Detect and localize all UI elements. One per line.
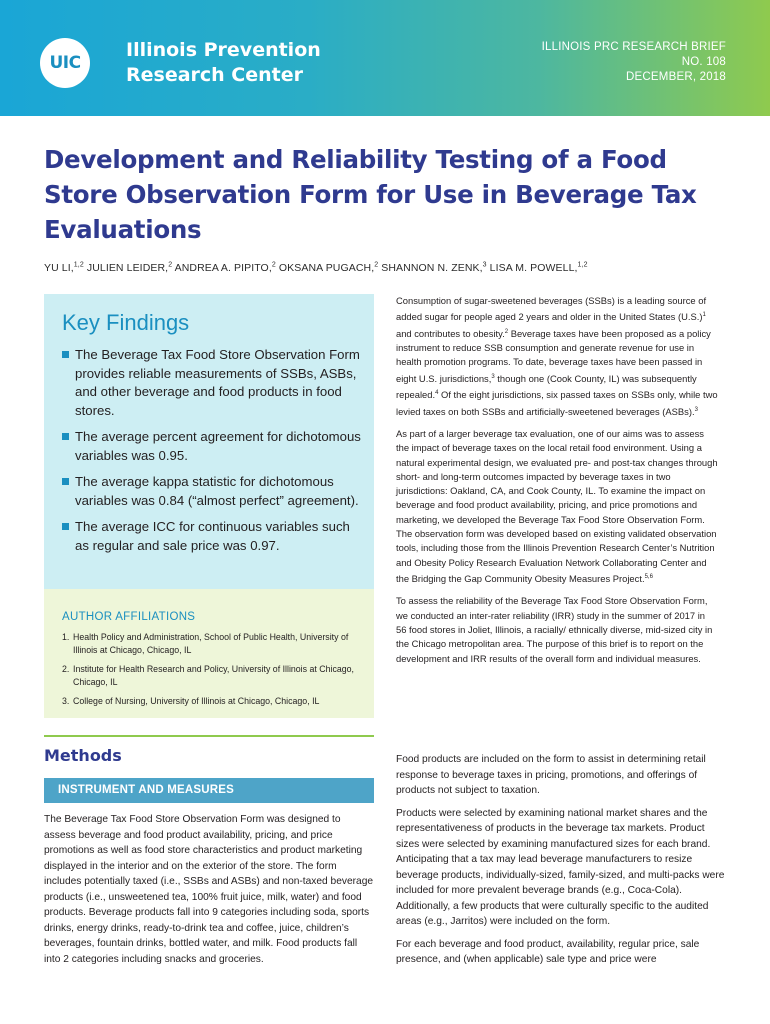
author-affiliations-box [44,589,374,718]
organization-name [126,38,321,88]
methods-paragraph: The Beverage Tax Food Store Observation Form was designed to assess beverage and food product availability, pricing, and price promotions as well as food store characteristics and product marketing displayed in the interior and on the exterior of the store. The form includes potentially taxed (i.e., SSBs and ASBs) and non-taxed beverage products (i.e., unsweetened tea, 100% fruit juice, milk, water) and food products. Beverage products fall into 9 categories including soda, sports drinks, energy drinks, ready-to-drink tea and coffee, juice, children’s beverages, fountain drinks, bottled water, and milk. Food products fall into 2 categories including snacks and groceries. [44,814,374,965]
affiliations-list [62,631,367,715]
author: OKSANA PUGACH,$^2$ [278,261,379,274]
instrument-subheading-band [44,778,374,803]
author: LISA M. POWELL,$^{1,2}$ [489,261,588,274]
square-bullet-icon [62,433,69,440]
key-finding-item: The Beverage Tax Food Store Observation Form provides reliable measurements of SSBs, ASBs, and other beverage and food products in food stores. [62,346,362,420]
methods-paragraph-3: Products were selected by examining national market shares and the representativeness of products in the beverage tax markets. Product sizes were selected by examining manufactured sizes for each brand. Anticipating that a tax may lead beverage manufacturers to resize beverage products, individually-sized, family-sized, and multi-packs were included for more prevalent beverage brands (e.g., Coca-Cola). Additionally, a few products that were culturally specific to the audited areas (e.g., Jarritos) were included on the form. [396,807,725,927]
key-finding-item: The average kappa statistic for dichotomous variables was 0.84 (“almost perfect” agreement). [62,473,362,510]
author: SHANNON N. ZENK,$^3$ [381,261,487,274]
key-finding-item: The average percent agreement for dichotomous variables was 0.95. [62,428,362,465]
square-bullet-icon [62,478,69,485]
intro-paragraph-1: Consumption of sugar-sweetened beverages (SSBs) is a leading source of added sugar for people aged 2 years and older in the United States $(U.S.)^1$ and contributes to obesity.$^2$ Beverage taxes have been proposed as a policy instrument to reduce SSB consumption and generate revenue for use in health promotion programs. To date, beverage taxes have been passed in eight U.S. jurisdictions,$^3$ though one (Cook County, IL) was subsequently repealed.$^4$ Of the eight jurisdictions, six passed taxes on SSBs only, while two levied taxes on both SSBs and artificially-sweetened beverages (ASBs).$^3$ [396,295,718,417]
methods-continued-column [396,752,726,975]
intro-paragraph-3: To assess the reliability of the Beverage Tax Food Store Observation Form, we conducted an inter-rater reliability (IRR) study in the summer of 2017 in 56 food stores in Joliet, Illinois, a racially/ ethnically diverse, mid-sized city in the Chicago metropolitan area. The purpose of this brief is to report on the development and IRR results of the overall form and individual measures. [396,595,713,664]
methods-heading: Methods [44,746,122,765]
affiliations-title: AUTHOR AFFILIATIONS [62,611,196,623]
affiliation-item: 2. Institute for Health Research and Policy, University of Illinois at Chicago, Chicago, IL [62,664,354,687]
org-name-line1: Illinois Prevention [126,39,321,61]
header-banner [0,0,770,116]
brief-number: NO. 108 [681,56,726,68]
author-line [44,261,744,274]
brief-meta [542,40,726,85]
square-bullet-icon [62,523,69,530]
author: ANDREA A. PIPITO,$^2$ [174,261,276,274]
key-findings-title: Key Findings [62,310,190,335]
author: JULIEN LEIDER,$^2$ [86,261,173,274]
document-title: Development and Reliability Testing of a Food Store Observation Form for Use in Beverage Tax Evaluations [44,145,697,244]
affiliation-item: 3. College of Nursing, University of Illinois at Chicago, Chicago, IL [62,696,320,706]
methods-paragraph-2: Food products are included on the form to assist in determining retail response to beverage taxes in pricing, promotions, and offerings of products not subject to taxation. [396,754,706,796]
affiliation-item: 1. Health Policy and Administration, School of Public Health, University of Illinois at Chicago, Chicago, IL [62,632,349,655]
org-name-line2: Research Center [126,64,304,86]
author: YU LI,$^{1,2}$ [44,261,84,274]
key-finding-item: The average ICC for continuous variables such as regular and sale price was 0.97. [62,518,362,555]
brief-date: DECEMBER, 2018 [626,71,726,83]
square-bullet-icon [62,351,69,358]
brief-series: ILLINOIS PRC RESEARCH BRIEF [541,41,726,53]
logo-text: UIC [49,53,81,73]
uic-logo [40,38,90,88]
methods-divider [44,735,374,737]
intro-paragraph-2: As part of a larger beverage tax evaluation, one of our aims was to assess the impact of beverage taxes on the local retail food environment. Using a natural experimental design, we evaluated pre- and post-tax changes through short- and long-term outcomes impacted by beverage taxes in two jurisdictions: Oakland, CA, and Cook County, IL. To examine the impact on beverage and food product availability, pricing, and price promotions and marketing, we developed the Beverage Tax Food Store Observation Form. The observation form was developed based on existing validated observation tools, including those from the Illinois Prevention Research Center’s Nutrition and Obesity Policy Research Evaluation Network Collaborating Center and the Bridging the Gap Community Obesity Measures Project.$^{5,6}$ [396,428,718,585]
key-findings-box [44,294,374,589]
instrument-subheading: INSTRUMENT AND MEASURES [58,784,235,796]
introduction-column [396,294,718,674]
key-findings-list [62,346,362,563]
methods-paragraph-4: For each beverage and food product, availability, regular price, sale presence, and (when applicable) sale type and price were [396,938,700,965]
